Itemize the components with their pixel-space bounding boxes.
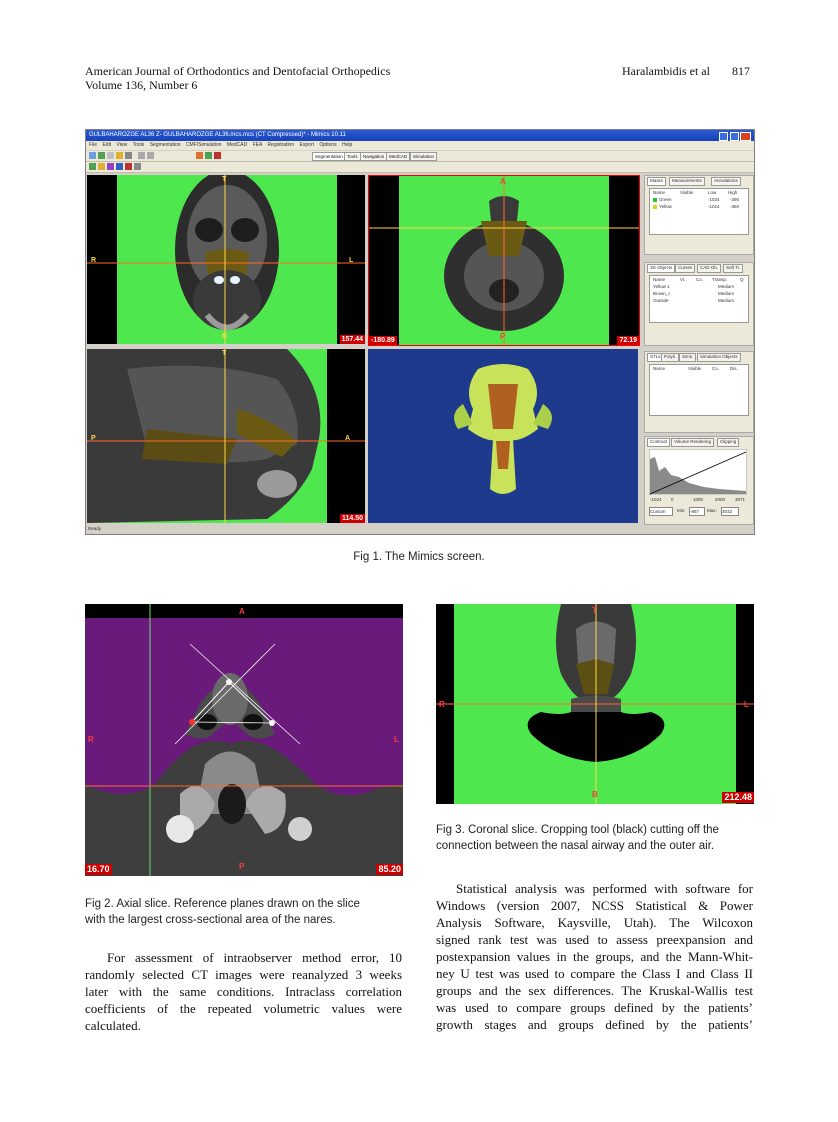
menu-fea[interactable]: FEA [252, 142, 263, 148]
save-icon[interactable] [98, 152, 105, 159]
journal-name: American Journal of Orthodontics and Dentofacial Orthopedics [85, 64, 391, 78]
coronal-cropping-image [436, 604, 754, 804]
page-number: 817 [732, 64, 750, 78]
stl-panel [644, 351, 754, 433]
mask-name[interactable]: Yellow [659, 204, 672, 209]
figure-3-caption: Fig 3. Coronal slice. Cropping tool (black) cutting off the connection between the nasal airway and the outer air. [436, 824, 719, 852]
menu-view[interactable]: View [116, 142, 128, 148]
mask-name[interactable]: Green [659, 197, 672, 202]
menu-export[interactable]: Export [299, 142, 314, 148]
minimize-icon[interactable] [719, 132, 728, 141]
contrast-mode-select[interactable]: Custom [649, 507, 673, 516]
tab-stls[interactable]: STLs [647, 353, 664, 362]
figure-2-axial-slice [85, 604, 403, 876]
object-icon[interactable] [98, 163, 105, 170]
draw-icon[interactable] [134, 163, 141, 170]
menu-help[interactable]: Help [341, 142, 353, 148]
tab-masks[interactable]: Masks [647, 177, 666, 186]
mask-icon[interactable] [89, 163, 96, 170]
orientation-label-left: L [744, 700, 749, 709]
airway-3d-model [368, 349, 638, 523]
window-title: GULBAHAROZGE AL36 Z- GULBAHAROZGE AL36.mcs.mcs (CT Compressed)* - Mimics 10.11 [89, 132, 346, 138]
viewport-sagittal[interactable]: T P A 114.50 [87, 349, 365, 523]
mask-yellow-swatch [653, 205, 657, 209]
tab-cad-objects[interactable]: CAD Ob. [697, 264, 721, 273]
mask-green-swatch [653, 198, 657, 202]
object-name[interactable]: Yellow 1 [653, 284, 670, 289]
polyline-icon[interactable] [107, 163, 114, 170]
tab-curves[interactable]: Curves [675, 264, 695, 273]
tab-medcad[interactable]: MedCAD [386, 152, 410, 161]
axial-slice-image [369, 176, 639, 345]
object-name[interactable]: Brown_c [653, 291, 671, 296]
paragraph-statistical-analysis: Statistical analysis was performed with software for Windows (version 2007, NCSS Statistical & Power Analysis Software, Kaysville, Utah). The Wilcoxon signed rank test was used to assess preexpansion and postexpansion values in the groups, and the Mann-Whit- ney U test was used to compare the Class I and Class II groups and the sex differences. The Kruskal-Wallis test was used to compare groups defined by the patients’ growth stages and groups defined by the patients’ [436, 881, 753, 1032]
sagittal-slice-image [87, 349, 365, 523]
max-input[interactable]: 3032 [721, 507, 739, 516]
contrast-panel: Contrast Volume Rendering Clipping -1024 0 1000 2000 3071 Custom Min: -867 Max: 3032 [644, 436, 754, 525]
axial-left-value: -180.89 [371, 337, 395, 344]
masks-panel [644, 175, 754, 255]
status-bar: Ready [88, 526, 102, 531]
menu-registration[interactable]: Registration [267, 142, 295, 148]
orientation-label-right: R [88, 735, 94, 744]
contrast-histogram[interactable] [649, 449, 747, 495]
axial-nares-image [85, 604, 403, 876]
figure-3-coronal-slice [436, 604, 754, 804]
running-authors: Haralambidis et al [622, 64, 710, 78]
print-icon[interactable] [107, 152, 114, 159]
region-grow-icon[interactable] [205, 152, 212, 159]
tab-measurements[interactable]: Measurements [669, 177, 705, 186]
coronal-position-value: 157.44 [341, 336, 363, 343]
menu-segmentation[interactable]: Segmentation [149, 142, 181, 148]
figure-1-mimics-screenshot [85, 129, 755, 535]
tab-simulation-objects[interactable]: Simulation Objects [697, 353, 741, 362]
tab-volume-rendering[interactable]: Volume Rendering [671, 438, 714, 447]
axial-right-value: 72.19 [619, 337, 637, 344]
viewport-3d[interactable] [368, 349, 638, 523]
sagittal-position-value: 114.50 [341, 515, 363, 522]
pan-icon[interactable] [138, 152, 145, 159]
toolbar-main [86, 151, 754, 162]
close-icon[interactable] [740, 132, 751, 141]
objects-panel [644, 262, 754, 346]
measure-icon[interactable] [116, 163, 123, 170]
threshold-icon[interactable] [196, 152, 203, 159]
menu-edit[interactable]: Edit [102, 142, 112, 148]
zoom-icon[interactable] [147, 152, 154, 159]
slice-value: 212.48 [724, 792, 752, 802]
tab-3d-objects[interactable]: 3D Objects [647, 264, 675, 273]
tab-simulation[interactable]: Simulation [410, 152, 437, 161]
tab-segmentation[interactable]: Segmentation [312, 152, 346, 161]
redo-icon[interactable] [125, 152, 132, 159]
viewport-coronal[interactable]: T R L B 157.44 [87, 175, 365, 344]
menu-bar [86, 141, 754, 150]
masks-table: Name Visible Low High Green -1024 -390 Yellow -1024 -350 [649, 188, 749, 235]
coronal-slice-image [87, 175, 365, 344]
menu-medcad[interactable]: MedCAD [226, 142, 248, 148]
orientation-label-anterior: A [239, 607, 245, 616]
open-icon[interactable] [89, 152, 96, 159]
orientation-label-left: L [394, 735, 399, 744]
orientation-label-right: R [439, 700, 445, 709]
tab-sims[interactable]: Sims. [679, 353, 696, 362]
viewport-axial[interactable]: A P -180.89 72.19 [368, 175, 640, 346]
slice-value-right: 85.20 [378, 864, 401, 874]
tab-annotations[interactable]: Annotations [711, 177, 741, 186]
tab-contrast[interactable]: Contrast [647, 438, 670, 447]
tab-soft-tissue[interactable]: Soft Ti. [723, 264, 743, 273]
toolbar-secondary [86, 162, 754, 173]
orientation-label-bottom: B [592, 790, 598, 799]
undo-icon[interactable] [116, 152, 123, 159]
slice-value-left: 16.70 [87, 864, 110, 874]
journal-volume: Volume 136, Number 6 [85, 78, 198, 92]
objects-table: Name Vi. Co. Transp. Q Yellow 1 Medium Brown_c Medium Outside Medium [649, 275, 749, 323]
edit-mask-icon[interactable] [214, 152, 221, 159]
tab-polylines[interactable]: Polyli. [661, 353, 679, 362]
menu-cmf-simulation[interactable]: CMF/Simulation [185, 142, 222, 148]
crop-icon[interactable] [125, 163, 132, 170]
figure-1-caption: Fig 1. The Mimics screen. [353, 551, 485, 563]
menu-tools[interactable]: Tools [132, 142, 145, 148]
menu-file[interactable]: File [89, 142, 98, 148]
min-input[interactable]: -867 [689, 507, 705, 516]
tab-navigation[interactable]: Navigation [360, 152, 387, 161]
paragraph-intraobserver-error: For assessment of intraobserver method error, 10 randomly selected CT images were reanalyzed 3 weeks later with the same conditions. Intraclass correlation coefficients of the repeated volumetric values were calculated. [85, 950, 402, 1033]
stl-table: Name Visible Co. Dis. [649, 364, 749, 416]
object-name[interactable]: Outside [653, 298, 669, 303]
menu-options[interactable]: Options [319, 142, 337, 148]
maximize-icon[interactable] [730, 132, 739, 141]
tab-clipping[interactable]: Clipping [717, 438, 739, 447]
orientation-label-top: T [592, 606, 597, 615]
window-titlebar [86, 130, 754, 141]
orientation-label-posterior: P [239, 862, 245, 871]
figure-2-caption: Fig 2. Axial slice. Reference planes drawn on the slice with the largest cross-sectional area of the nares. [85, 898, 360, 926]
tab-tools[interactable]: Tools [344, 152, 361, 161]
